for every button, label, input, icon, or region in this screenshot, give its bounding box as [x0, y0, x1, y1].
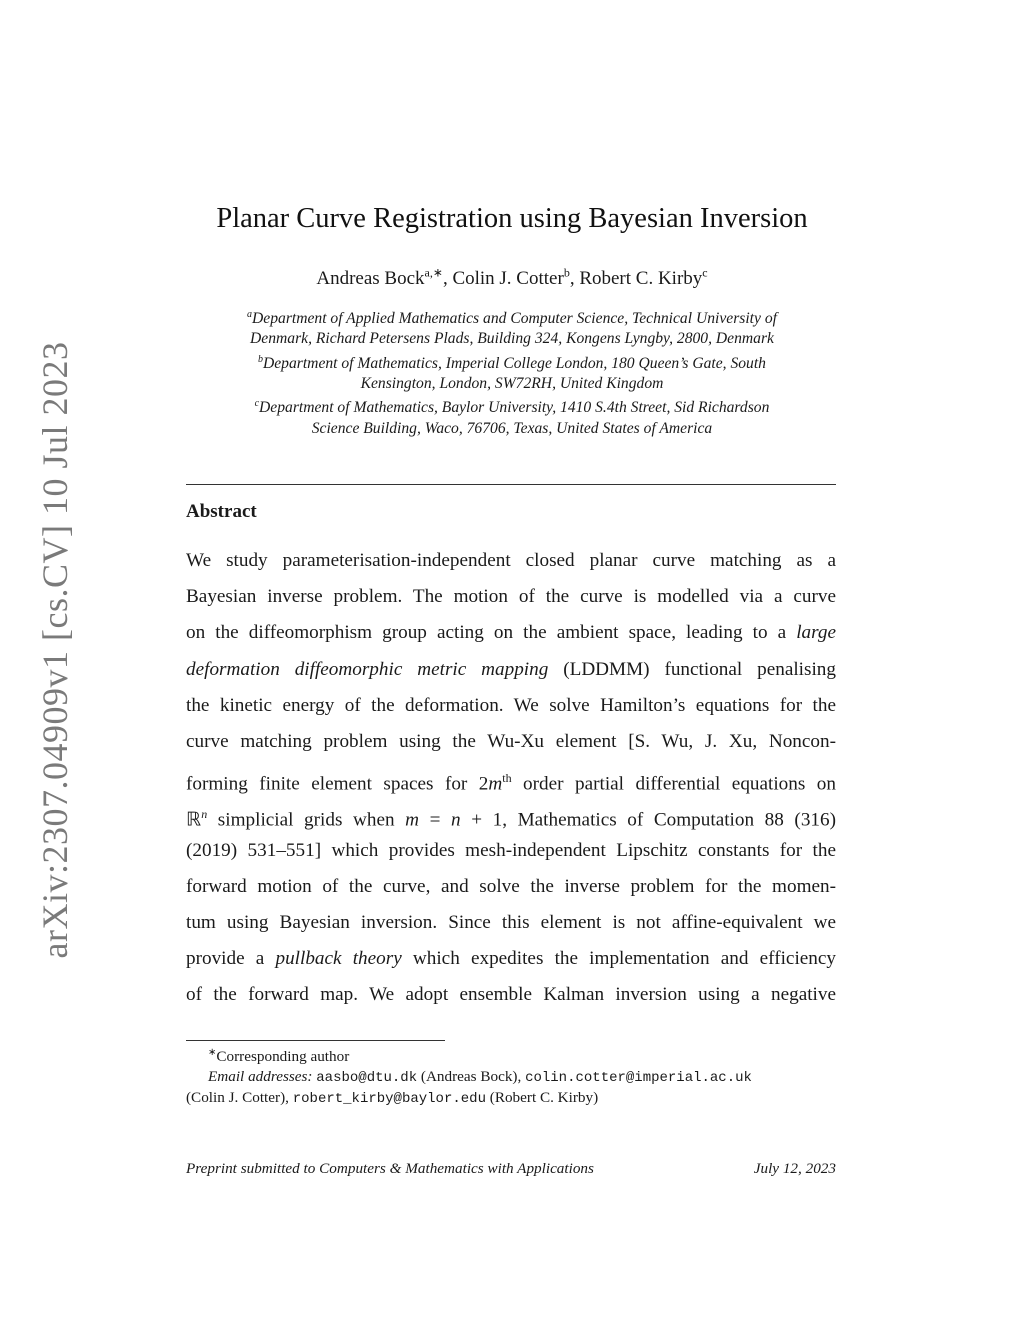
email-owner-bock: (Andreas Bock), — [417, 1068, 526, 1086]
abstract-text-run: provide a — [186, 948, 276, 970]
abstract-text-run: forming finite element spaces for 2 — [186, 773, 489, 795]
abstract-text-run: m — [488, 773, 503, 795]
email-owner-cotter: (Colin J. Cotter), — [186, 1089, 293, 1107]
email-link-kirby[interactable]: robert_kirby@baylor.edu — [292, 1091, 486, 1108]
abstract-text-run: of the forward map. We adopt ensemble Kalman inversion using a negative — [186, 984, 836, 1006]
affiliation-text: Science Building, Waco, 76706, Texas, United States of America — [311, 419, 713, 437]
author-name-text: Colin J. Cotter — [452, 268, 564, 290]
arxiv-identifier-stamp: arXiv:2307.04909v1 [cs.CV] 10 Jul 2023 — [35, 341, 75, 959]
affiliation-line — [190, 419, 834, 439]
affiliation-mark: b — [258, 353, 263, 365]
abstract-text-run: large — [796, 622, 836, 644]
author-affiliation-mark: b — [563, 266, 570, 280]
abstract-line — [186, 796, 836, 832]
abstract-text-run: = — [419, 809, 452, 831]
abstract-line — [186, 833, 836, 869]
corresponding-text: Corresponding author — [216, 1048, 350, 1066]
abstract-text-run: + 1, Mathematics of Computation 88 (316) — [460, 809, 836, 831]
email-link-cotter[interactable]: colin.cotter@imperial.ac.uk — [525, 1070, 752, 1087]
abstract-text-run: ℝ — [186, 809, 202, 831]
author-name — [579, 268, 707, 289]
abstract-text-run: pullback theory — [275, 948, 402, 970]
affiliation-text: Department of Applied Mathematics and Computer Science, Technical University of — [252, 310, 777, 328]
abstract-text-run: which expedites the implementation and efficiency — [401, 948, 836, 970]
abstract-text-run: n — [201, 807, 208, 822]
author-affiliation-mark: c — [702, 266, 708, 280]
abstract-text-run: tum using Bayesian inversion. Since this element is not affine-equivalent we — [186, 911, 836, 933]
affiliation-line — [190, 305, 834, 329]
abstract-line — [186, 977, 836, 1013]
abstract-text-run: We study parameterisation-independent closed planar curve matching as a — [186, 550, 836, 571]
paper-title: Planar Curve Registration using Bayesian Inversion — [216, 203, 808, 234]
abstract-line — [186, 579, 836, 615]
abstract-text-run: on the diffeomorphism group acting on the ambient space, leading to a — [186, 622, 797, 644]
abstract-body — [186, 543, 836, 1013]
abstract-heading: Abstract — [186, 501, 257, 522]
abstract-line — [186, 615, 836, 651]
email-addresses-line-2 — [186, 1088, 836, 1109]
abstract-line — [186, 652, 836, 688]
abstract-text-run: simplicial grids when — [207, 809, 406, 831]
email-label: Email addresses: — [208, 1068, 313, 1086]
affiliation-line — [190, 350, 834, 374]
footnotes — [186, 1043, 836, 1110]
abstract-text-run: the kinetic energy of the deformation. We solve Hamilton’s equations for the — [186, 694, 836, 716]
author-separator: , — [569, 268, 580, 290]
author-name — [316, 268, 452, 289]
email-owner-kirby: (Robert C. Kirby) — [485, 1089, 599, 1107]
affiliation-mark: a — [247, 309, 253, 320]
page-footer — [186, 1160, 836, 1178]
affiliation-mark: c — [254, 398, 260, 410]
abstract-text-run: forward motion of the curve, and solve the inverse problem for the momen- — [186, 875, 836, 897]
author-name — [452, 268, 579, 289]
affiliation-text: Kensington, London, SW72RH, United Kingdom — [360, 374, 664, 392]
abstract-text-run: n — [451, 809, 461, 831]
abstract-line — [186, 688, 836, 724]
affiliation-text: Department of Mathematics, Baylor University, 1410 S.4th Street, Sid Richardson — [259, 399, 770, 417]
abstract-text-run: m — [405, 809, 420, 831]
abstract-line — [186, 724, 836, 760]
author-list — [0, 266, 1024, 290]
abstract-line — [186, 905, 836, 941]
abstract-top-rule — [186, 484, 836, 485]
abstract-text-run: Bayesian inverse problem. The motion of the curve is modelled via a curve — [186, 586, 836, 608]
affiliation-line — [190, 394, 834, 418]
abstract-line — [186, 941, 836, 977]
affiliation-text: Department of Mathematics, Imperial College London, 180 Queen’s Gate, South — [263, 354, 766, 372]
abstract-text-run: deformation diffeomorphic metric mapping — [186, 658, 549, 680]
affiliation-text: Denmark, Richard Petersens Plads, Building 324, Kongens Lyngby, 2800, Denmark — [250, 330, 774, 348]
author-name-text: Andreas Bock — [316, 268, 425, 290]
affiliation-line — [190, 329, 834, 349]
footer-date: July 12, 2023 — [753, 1160, 836, 1177]
author-affiliation-mark: a,∗ — [424, 266, 443, 280]
affiliation-line — [190, 374, 834, 394]
author-name-text: Robert C. Kirby — [579, 268, 703, 290]
abstract-text-run: (LDDMM) functional penalising — [548, 658, 836, 680]
abstract-text-run: curve matching problem using the Wu-Xu element [S. Wu, J. Xu, Noncon- — [186, 730, 836, 752]
author-separator: , — [442, 268, 453, 290]
email-addresses-line — [186, 1067, 836, 1088]
abstract-text-run: order partial differential equations on — [511, 773, 836, 795]
corresponding-mark: ∗ — [208, 1047, 217, 1058]
abstract-text-run: (2019) 531–551] which provides mesh-independent Lipschitz constants for the — [186, 839, 836, 861]
abstract-line — [186, 543, 836, 579]
footer-journal: Preprint submitted to Computers & Mathematics with Applications — [186, 1160, 594, 1177]
affiliations — [190, 305, 834, 439]
corresponding-author-note — [186, 1043, 836, 1067]
abstract-line — [186, 869, 836, 905]
email-link-bock[interactable]: aasbo@dtu.dk — [316, 1070, 418, 1087]
footnote-rule — [186, 1040, 445, 1041]
abstract-line — [186, 760, 836, 796]
abstract-text-run: th — [502, 771, 512, 786]
